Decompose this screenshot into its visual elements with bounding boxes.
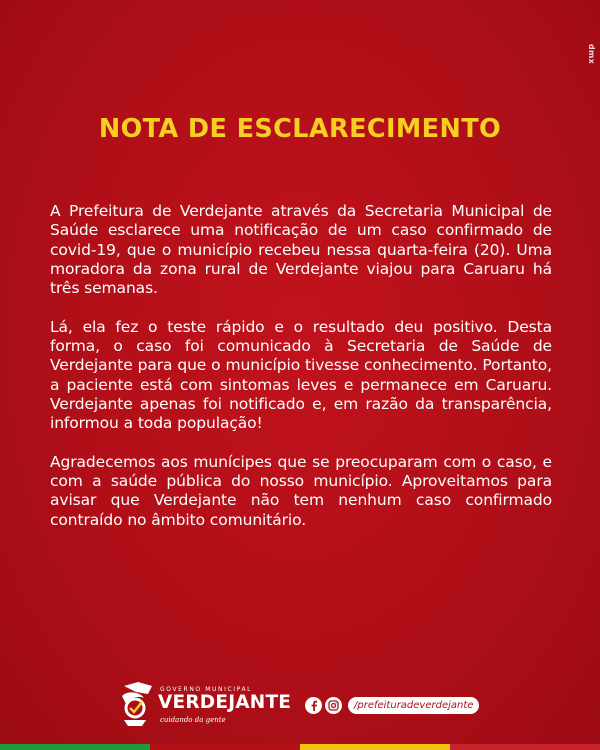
social-handle[interactable]: /prefeituradeverdejante	[348, 697, 479, 714]
paragraph-2: Lá, ela fez o teste rápido e o resultado deu positivo. Desta forma, o caso foi comunicado à Secretaria de Saúde de Verdejante para que o município tivesse conhecimento. Portanto, a paciente está com sintomas leves e permanece em Caruaru. Verdejante apenas foi notificado e, em razão da transparência, informou a toda população!	[50, 317, 552, 433]
side-credit: dmx	[587, 44, 596, 65]
facebook-icon[interactable]	[305, 697, 322, 714]
stripe-yellow	[300, 744, 450, 750]
page-title: NOTA DE ESCLARECIMENTO	[98, 114, 502, 144]
logo-top-text: GOVERNO MUNICIPAL	[160, 686, 253, 693]
paragraph-1: A Prefeitura de Verdejante através da Secretaria Municipal de Saúde esclarece uma notificação de um caso confirmado de covid-19, que o município recebeu nessa quarta-feira (20). Uma moradora da zona rural de Verdejante viajou para Caruaru há três semanas.	[50, 202, 552, 298]
stripe-red-end	[450, 744, 600, 750]
stripe-red	[150, 744, 300, 750]
stripe-green	[0, 744, 150, 750]
paragraph-3: Agradecemos aos munícipes que se preocuparam com o caso, e com a saúde pública do nosso município. Aproveitamos para avisar que Verdejante não tem nenhum caso confirmado contraído no âmbito comunitário.	[50, 452, 552, 529]
footer	[0, 680, 600, 740]
social-links	[305, 696, 479, 715]
flag-emblem-icon	[118, 680, 158, 728]
instagram-icon[interactable]	[325, 697, 342, 714]
logo-tagline: cuidando da gente	[160, 716, 226, 724]
notice-body	[50, 202, 552, 549]
bottom-color-stripe	[0, 744, 600, 750]
municipal-logo	[118, 680, 292, 728]
logo-name: VERDEJANTE	[158, 692, 292, 713]
